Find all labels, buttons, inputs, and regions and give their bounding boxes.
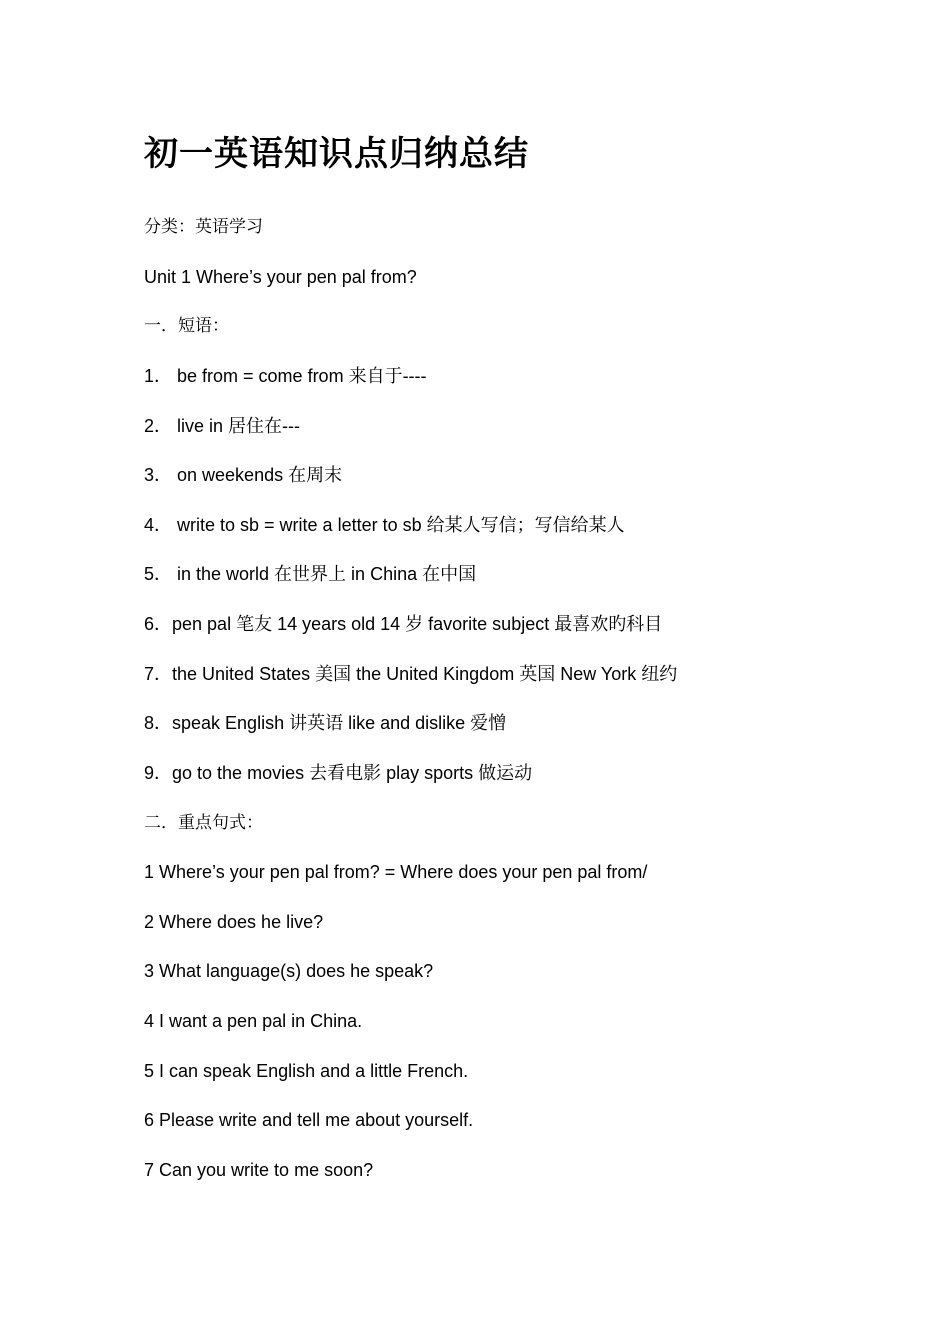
- sentence-item: 7 Can you write to me soon?: [144, 1160, 374, 1180]
- phrase-item: 6．pen pal 笔友 14 years old 14 岁 favorite subject 最喜欢旳科目: [144, 614, 663, 634]
- phrase-item: 1． be from = come from 来自于----: [144, 366, 427, 386]
- phrase-item: 5． in the world 在世界上 in China 在中国: [144, 564, 477, 584]
- section-sentences-heading: 二．重点句式：: [144, 813, 263, 833]
- phrase-item: 7．the United States 美国 the United Kingdom 英国 New York 纽约: [144, 664, 678, 684]
- phrase-item: 3． on weekends 在周末: [144, 465, 343, 485]
- sentence-item: 4 I want a pen pal in China.: [144, 1011, 363, 1031]
- phrase-item: 4． write to sb = write a letter to sb 给某人写信；写信给某人: [144, 515, 625, 535]
- document-title: 初一英语知识点归纳总结: [144, 134, 529, 174]
- section-phrases-heading: 一．短语：: [144, 316, 229, 336]
- sentence-item: 3 What language(s) does he speak?: [144, 961, 434, 981]
- phrase-item: 9．go to the movies 去看电影 play sports 做运动: [144, 763, 533, 783]
- sentence-item: 2 Where does he live?: [144, 912, 324, 932]
- category-line: 分类：英语学习: [144, 217, 263, 237]
- phrase-item: 8．speak English 讲英语 like and dislike 爱憎: [144, 713, 507, 733]
- sentence-item: 6 Please write and tell me about yourself.: [144, 1110, 474, 1130]
- sentence-item: 1 Where’s your pen pal from? = Where does your pen pal from/: [144, 862, 648, 882]
- unit-heading: Unit 1 Where’s your pen pal from?: [144, 267, 417, 287]
- phrase-item: 2． live in 居住在---: [144, 416, 301, 436]
- sentence-item: 5 I can speak English and a little French.: [144, 1061, 469, 1081]
